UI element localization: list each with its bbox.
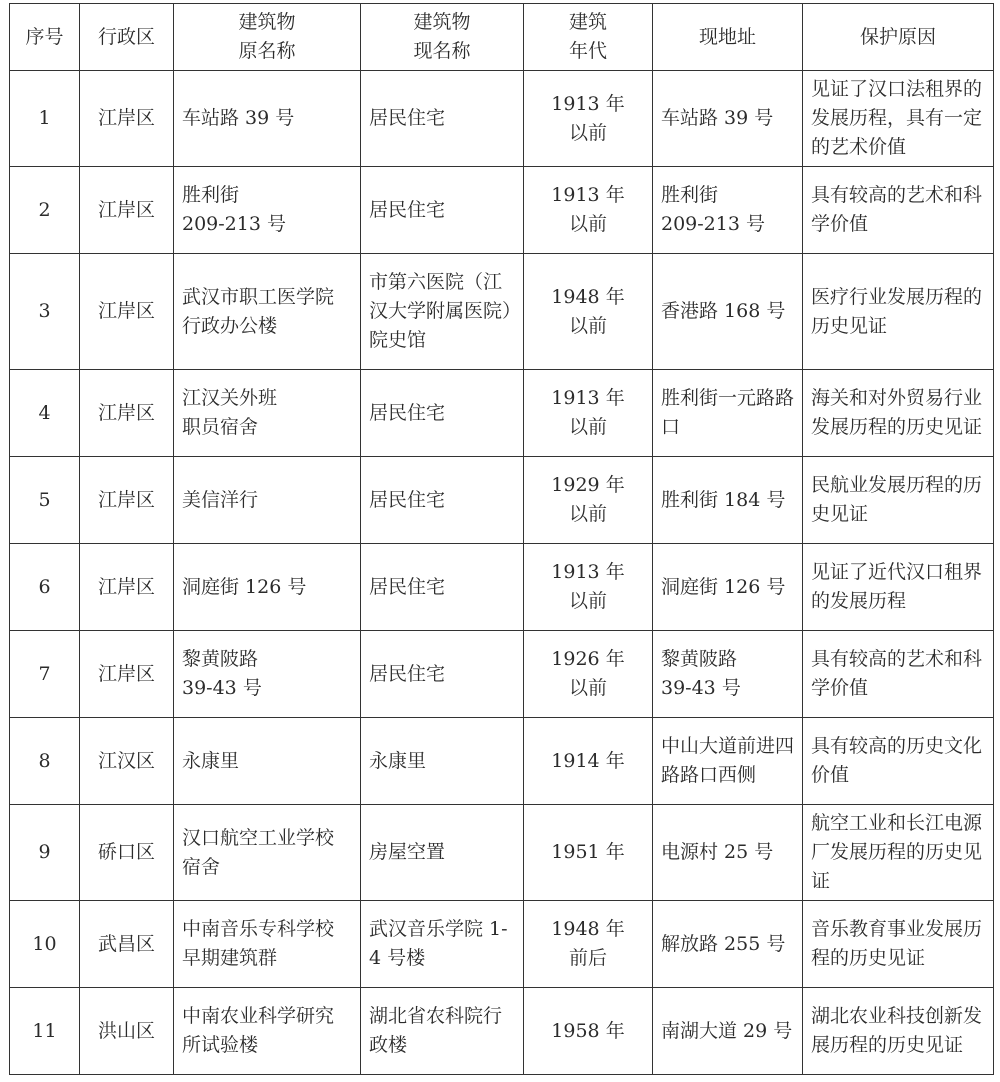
header-no: 序号 [10, 4, 80, 71]
cell-no: 4 [10, 370, 80, 457]
cell-current-name: 武汉音乐学院 1-4 号楼 [361, 901, 524, 988]
cell-original-name: 胜利街 209-213 号 [174, 167, 361, 254]
cell-original-name: 江汉关外班 职员宿舍 [174, 370, 361, 457]
cell-no: 11 [10, 988, 80, 1075]
cell-era: 1926 年 以前 [524, 631, 653, 718]
cell-current-name: 市第六医院（江汉大学附属医院）院史馆 [361, 254, 524, 370]
cell-district: 江岸区 [80, 370, 174, 457]
table-row [10, 718, 994, 805]
cell-address: 洞庭街 126 号 [653, 544, 803, 631]
cell-reason: 具有较高的艺术和科学价值 [803, 167, 994, 254]
table-row [10, 988, 994, 1075]
cell-current-name: 永康里 [361, 718, 524, 805]
cell-address: 香港路 168 号 [653, 254, 803, 370]
cell-no: 7 [10, 631, 80, 718]
cell-original-name: 洞庭街 126 号 [174, 544, 361, 631]
table-row [10, 254, 994, 370]
cell-current-name: 居民住宅 [361, 167, 524, 254]
table-row [10, 631, 994, 718]
cell-era: 1951 年 [524, 805, 653, 901]
cell-district: 江岸区 [80, 631, 174, 718]
cell-original-name: 永康里 [174, 718, 361, 805]
header-district: 行政区 [80, 4, 174, 71]
cell-current-name: 居民住宅 [361, 544, 524, 631]
table-row [10, 457, 994, 544]
cell-era: 1913 年 以前 [524, 167, 653, 254]
cell-original-name: 车站路 39 号 [174, 71, 361, 167]
cell-reason: 见证了近代汉口租界的发展历程 [803, 544, 994, 631]
header-original-name: 建筑物 原名称 [174, 4, 361, 71]
cell-reason: 航空工业和长江电源厂发展历程的历史见证 [803, 805, 994, 901]
cell-no: 3 [10, 254, 80, 370]
cell-address: 解放路 255 号 [653, 901, 803, 988]
cell-era: 1913 年 以前 [524, 544, 653, 631]
header-current-name: 建筑物 现名称 [361, 4, 524, 71]
table-header-row [10, 4, 994, 71]
cell-district: 江岸区 [80, 457, 174, 544]
table-row [10, 901, 994, 988]
cell-reason: 海关和对外贸易行业发展历程的历史见证 [803, 370, 994, 457]
cell-district: 洪山区 [80, 988, 174, 1075]
cell-address: 胜利街 184 号 [653, 457, 803, 544]
cell-no: 1 [10, 71, 80, 167]
cell-reason: 具有较高的历史文化价值 [803, 718, 994, 805]
cell-reason: 湖北农业科技创新发展历程的历史见证 [803, 988, 994, 1075]
cell-current-name: 居民住宅 [361, 457, 524, 544]
cell-no: 8 [10, 718, 80, 805]
cell-era: 1929 年 以前 [524, 457, 653, 544]
cell-era: 1948 年 以前 [524, 254, 653, 370]
table-row [10, 805, 994, 901]
table-row [10, 370, 994, 457]
cell-address: 胜利街 209-213 号 [653, 167, 803, 254]
header-address: 现地址 [653, 4, 803, 71]
cell-original-name: 黎黄陂路 39-43 号 [174, 631, 361, 718]
cell-no: 5 [10, 457, 80, 544]
table-row [10, 544, 994, 631]
cell-era: 1914 年 [524, 718, 653, 805]
cell-district: 武昌区 [80, 901, 174, 988]
cell-original-name: 武汉市职工医学院行政办公楼 [174, 254, 361, 370]
cell-original-name: 汉口航空工业学校宿舍 [174, 805, 361, 901]
cell-reason: 医疗行业发展历程的历史见证 [803, 254, 994, 370]
cell-current-name: 居民住宅 [361, 370, 524, 457]
header-reason: 保护原因 [803, 4, 994, 71]
table-row [10, 71, 994, 167]
cell-no: 9 [10, 805, 80, 901]
cell-address: 胜利街一元路路口 [653, 370, 803, 457]
cell-address: 车站路 39 号 [653, 71, 803, 167]
cell-original-name: 中南农业科学研究所试验楼 [174, 988, 361, 1075]
header-era: 建筑 年代 [524, 4, 653, 71]
cell-era: 1913 年 以前 [524, 71, 653, 167]
cell-original-name: 美信洋行 [174, 457, 361, 544]
cell-address: 南湖大道 29 号 [653, 988, 803, 1075]
table-row [10, 167, 994, 254]
cell-address: 中山大道前进四路路口西侧 [653, 718, 803, 805]
cell-district: 江岸区 [80, 544, 174, 631]
cell-era: 1958 年 [524, 988, 653, 1075]
cell-era: 1948 年 前后 [524, 901, 653, 988]
cell-address: 黎黄陂路 39-43 号 [653, 631, 803, 718]
cell-district: 江岸区 [80, 71, 174, 167]
cell-current-name: 居民住宅 [361, 631, 524, 718]
cell-no: 2 [10, 167, 80, 254]
cell-district: 硚口区 [80, 805, 174, 901]
cell-original-name: 中南音乐专科学校早期建筑群 [174, 901, 361, 988]
cell-no: 10 [10, 901, 80, 988]
cell-current-name: 居民住宅 [361, 71, 524, 167]
cell-reason: 音乐教育事业发展历程的历史见证 [803, 901, 994, 988]
cell-address: 电源村 25 号 [653, 805, 803, 901]
cell-current-name: 湖北省农科院行政楼 [361, 988, 524, 1075]
cell-current-name: 房屋空置 [361, 805, 524, 901]
protected-buildings-table [9, 3, 994, 1075]
cell-reason: 具有较高的艺术和科学价值 [803, 631, 994, 718]
cell-reason: 民航业发展历程的历史见证 [803, 457, 994, 544]
cell-no: 6 [10, 544, 80, 631]
cell-era: 1913 年 以前 [524, 370, 653, 457]
cell-reason: 见证了汉口法租界的发展历程，具有一定的艺术价值 [803, 71, 994, 167]
cell-district: 江岸区 [80, 254, 174, 370]
protected-buildings-table-wrapper [9, 3, 994, 1075]
cell-district: 江岸区 [80, 167, 174, 254]
cell-district: 江汉区 [80, 718, 174, 805]
